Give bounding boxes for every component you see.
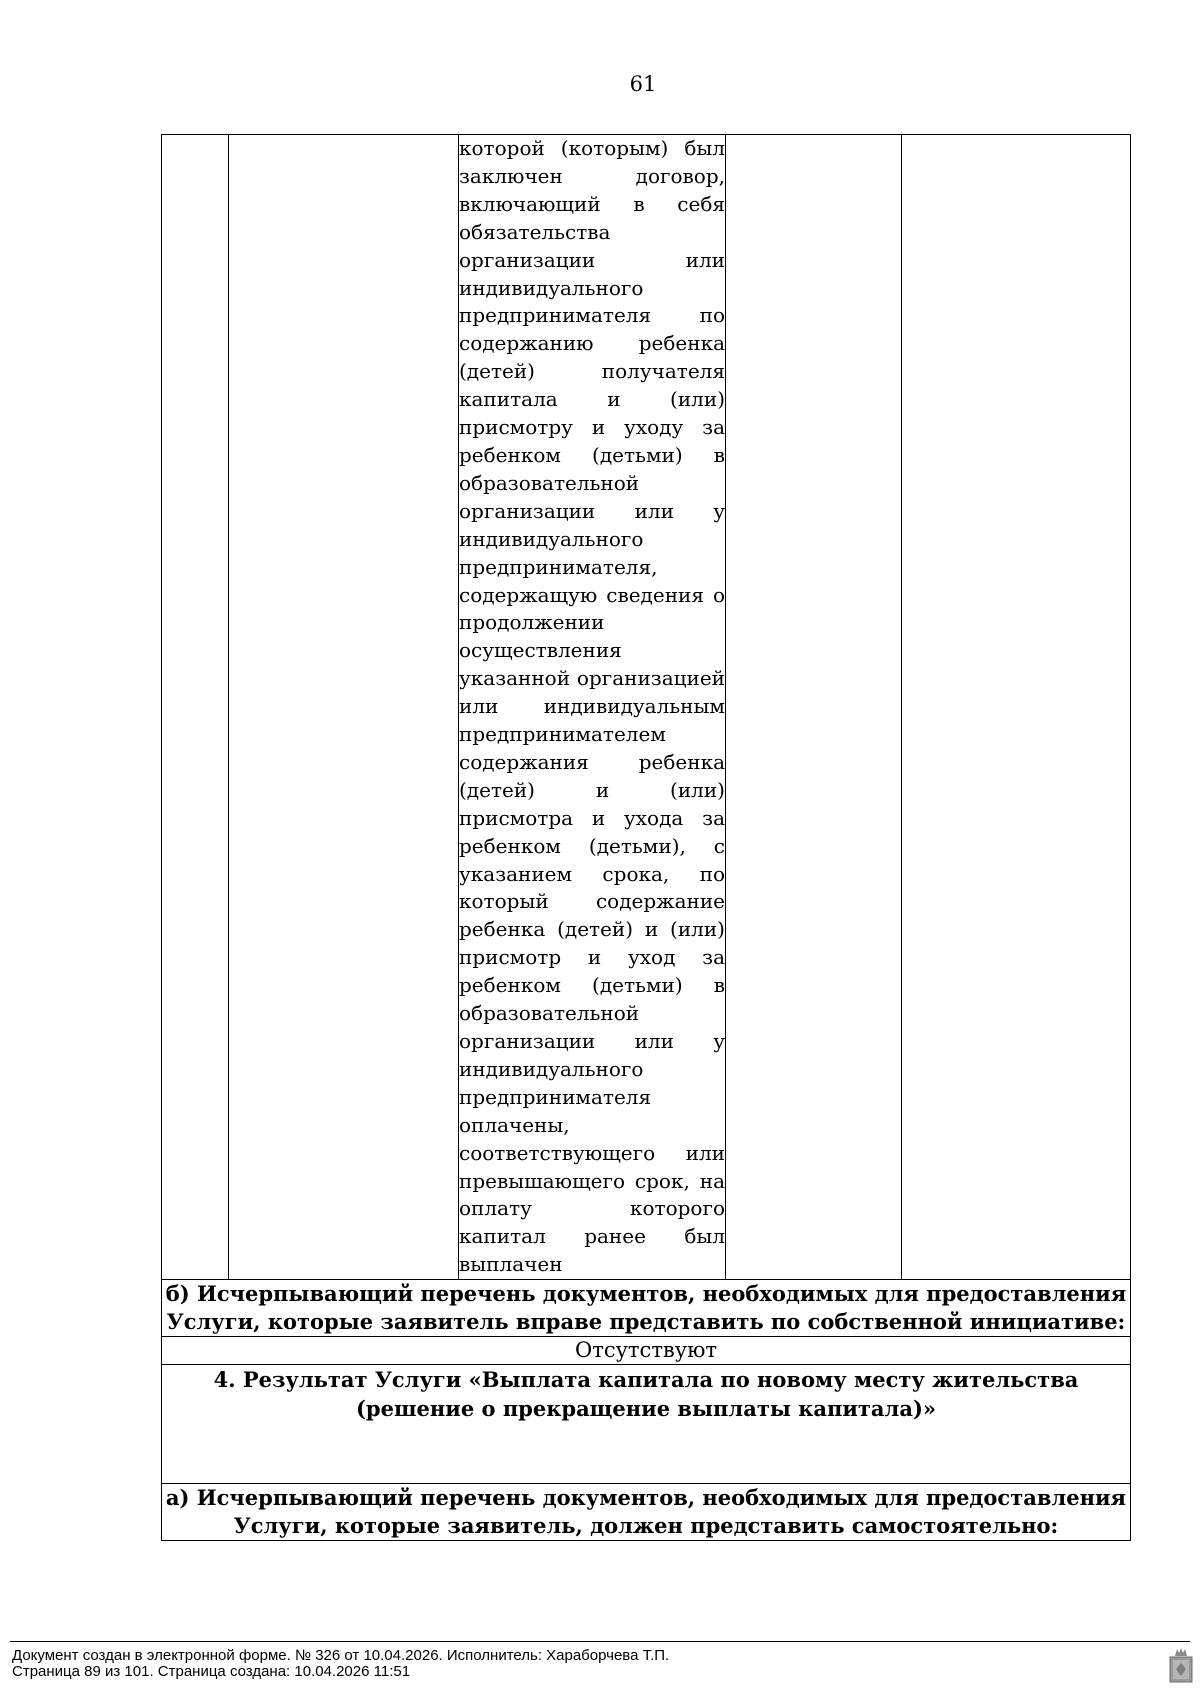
table-cell-empty-1 [726, 135, 902, 1280]
document-table [161, 134, 1131, 1541]
table-row-section-b-value [162, 1337, 1131, 1365]
table-row-section-b-heading [162, 1280, 1131, 1337]
table-cell-number [162, 135, 229, 1280]
table-row-continuation [162, 135, 1131, 1280]
table-cell-document-description: которой (которым) был заключен договор, включающий в себя обязательства организации или индивидуального предпринимателя по содержанию ребенка (детей) получателя капитала и (или) присмотру и уходу за ребенком (детьми) в образовательной организации или у индивидуального предпринимателя, содержащую сведения о продолжении осуществления указанной организацией или индивидуальным предпринимателем содержания ребенка (детей) и (или) присмотра и ухода за ребенком (детьми), с указанием срока, по который содержание ребенка (детей) и (или) присмотр и уход за ребенком (детьми) в образовательной организации или у индивидуального предпринимателя оплачены, соответствующего или превышающего срок, на оплату которого капитал ранее был выплачен [459, 135, 726, 1280]
table-row-result-heading [162, 1365, 1131, 1484]
page-number: 61 [629, 72, 657, 96]
table-cell-category [229, 135, 459, 1280]
table-row-section-a-heading [162, 1484, 1131, 1541]
result-heading: 4. Результат Услуги «Выплата капитала по новому месту жительства (решение о прекращение выплаты капитала)» [162, 1365, 1131, 1484]
section-b-value: Отсутствуют [162, 1337, 1131, 1365]
footer-divider [10, 1641, 1190, 1642]
footer-line-1: Документ создан в электронной форме. № 326 от 10.04.2026. Исполнитель: Хараборчева Т.П. [12, 1647, 670, 1664]
table-cell-empty-2 [902, 135, 1131, 1280]
section-a-heading: а) Исчерпывающий перечень документов, необходимых для предоставления Услуги, которые заявитель, должен представить самостоятельно: [162, 1484, 1131, 1541]
footer-line-2: Страница 89 из 101. Страница создана: 10.04.2026 11:51 [12, 1663, 411, 1680]
footer [12, 1648, 669, 1680]
coat-of-arms-icon [1169, 1647, 1193, 1683]
section-b-heading: б) Исчерпывающий перечень документов, необходимых для предоставления Услуги, которые заявитель вправе представить по собственной инициативе: [162, 1280, 1131, 1337]
